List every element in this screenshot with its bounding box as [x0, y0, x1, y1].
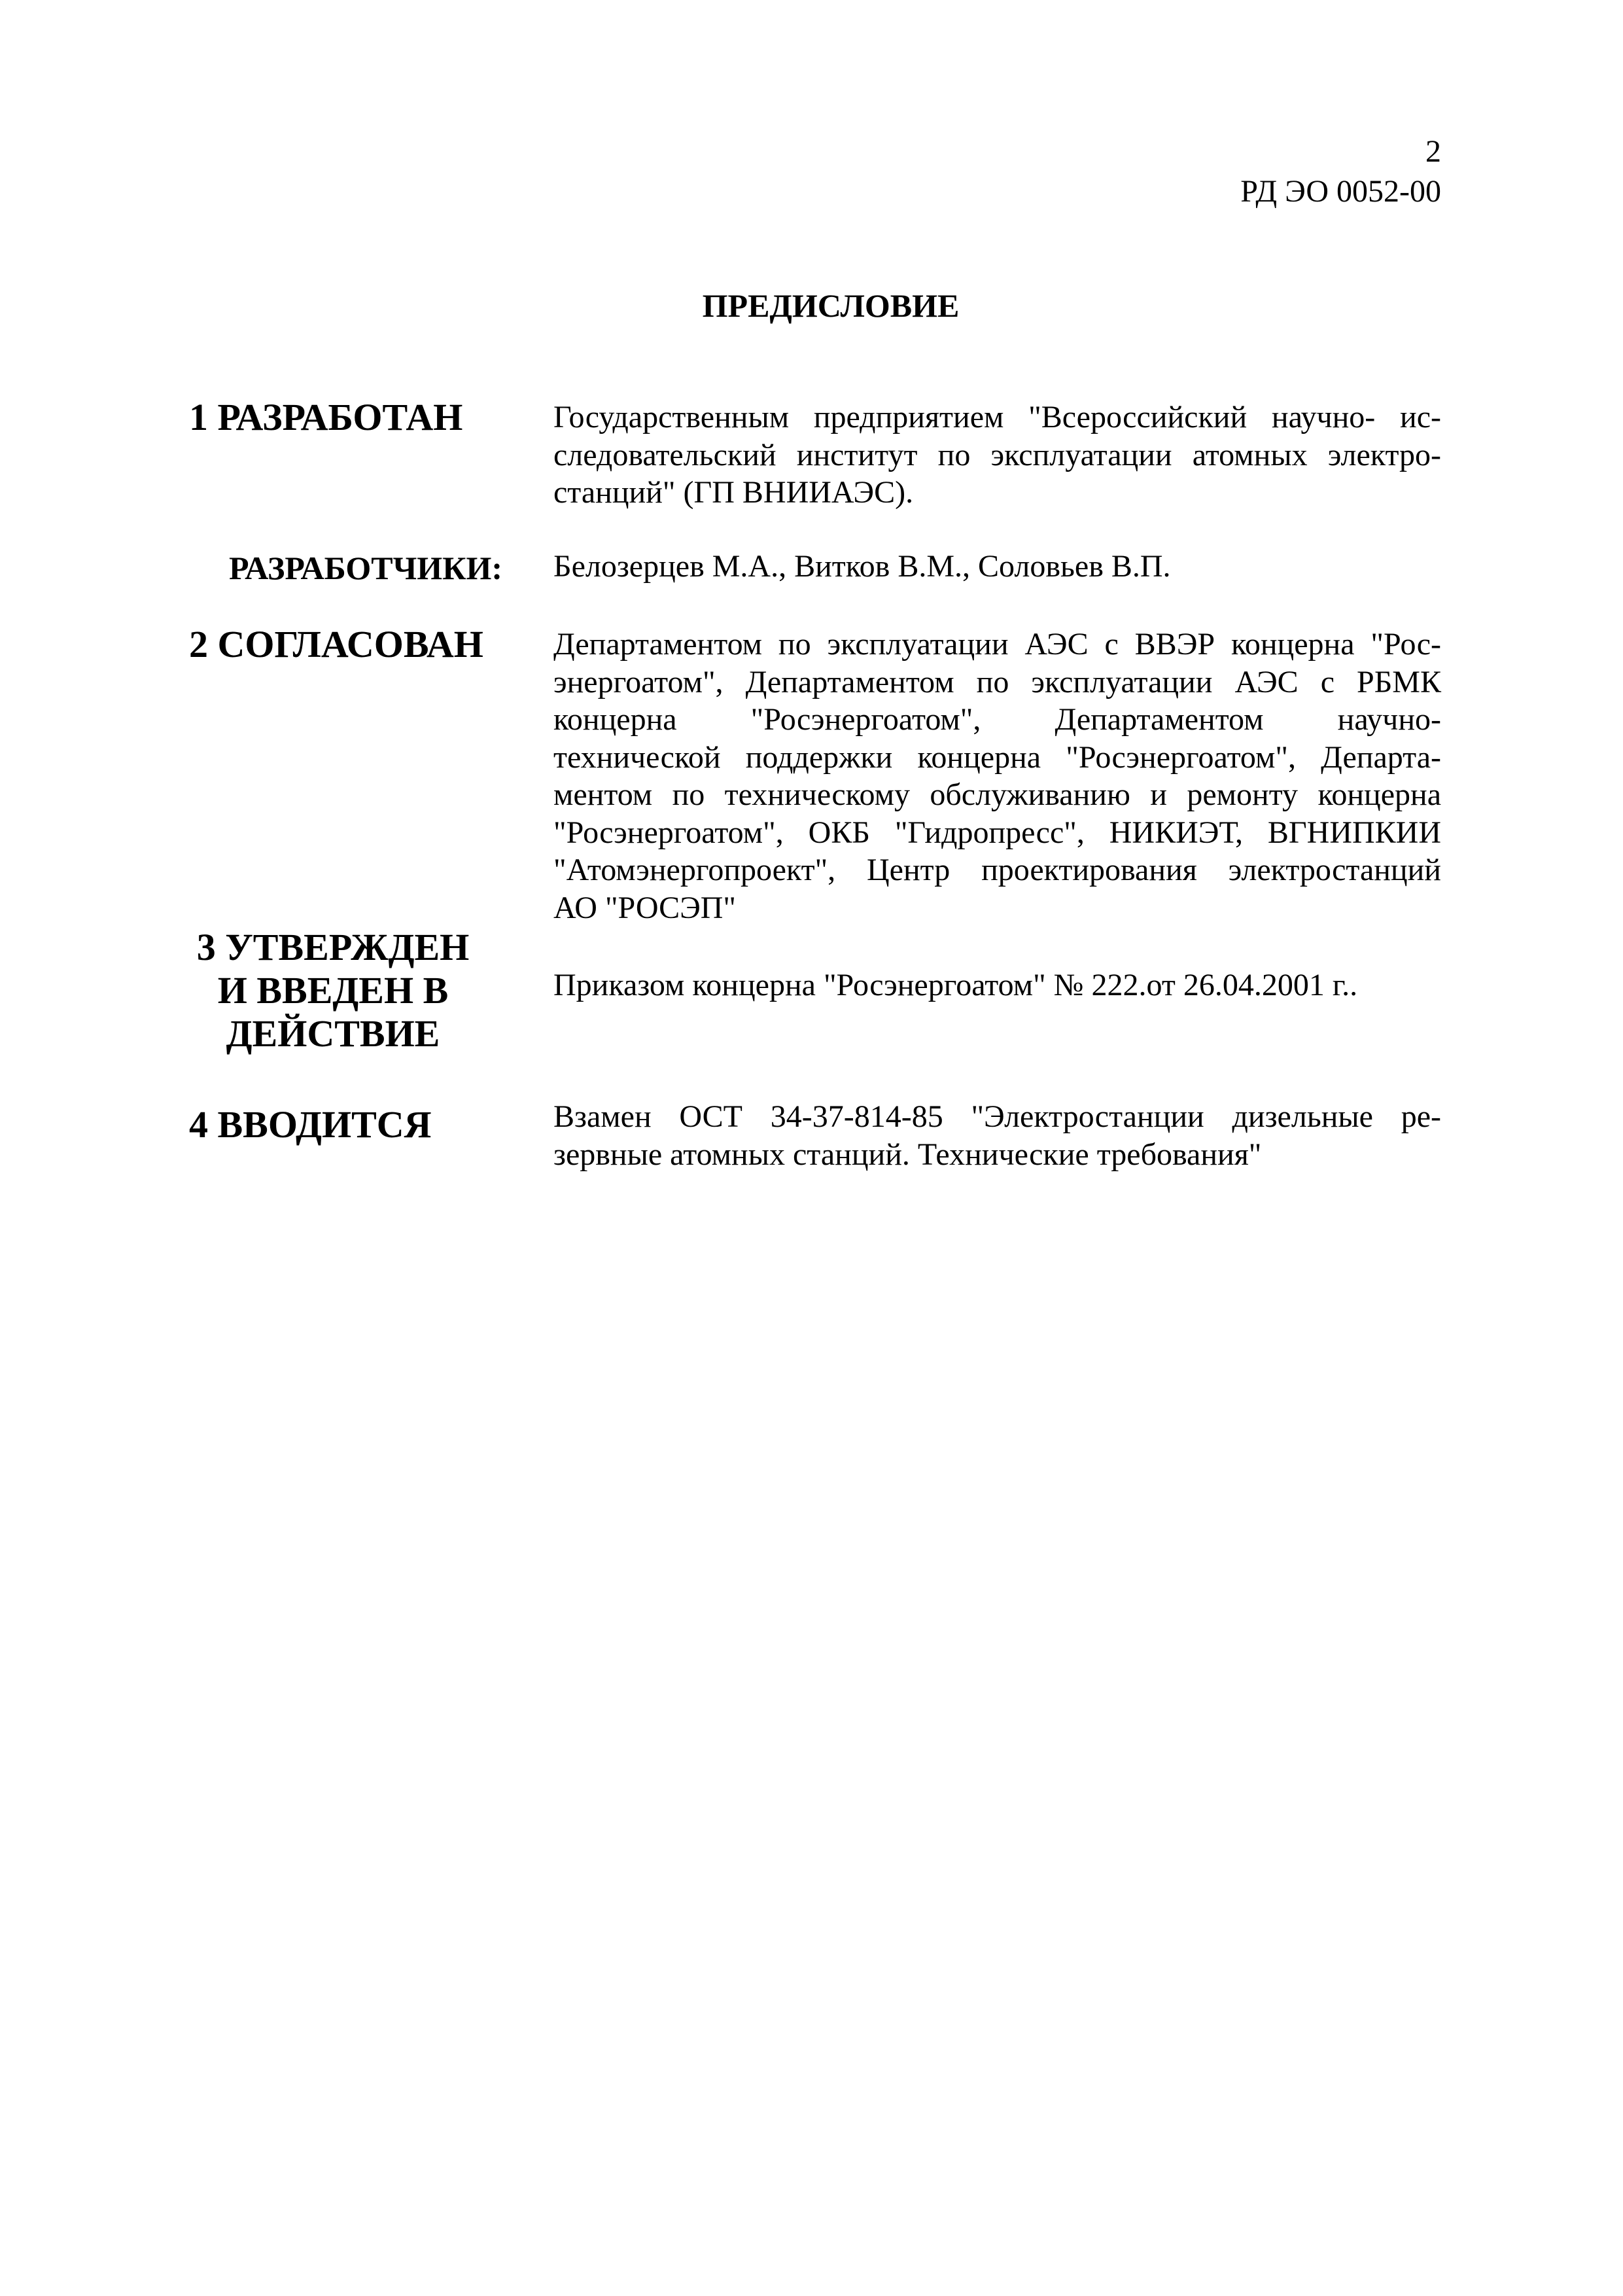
text-line: зервные атомных станций. Технические требования"	[553, 1137, 1262, 1172]
document-code: РД ЭО 0052-00	[1240, 174, 1441, 209]
page-number: 2	[1425, 134, 1441, 169]
section-3-text	[553, 966, 1441, 1004]
text-line: Департаментом по эксплуатации АЭС с ВВЭР концерна "Рос-	[553, 627, 1441, 662]
text-line: "Атомэнергопроект", Центр проектирования электростанций	[553, 853, 1441, 887]
text-line: станций" (ГП ВНИИАЭС).	[553, 475, 914, 510]
section-4-text	[553, 1098, 1441, 1173]
section-4-label: 4 ВВОДИТСЯ	[189, 1103, 432, 1146]
page-title: ПРЕДИСЛОВИЕ	[702, 287, 960, 324]
text-line: АО "РОСЭП"	[553, 890, 737, 925]
text-line: "Росэнергоатом", ОКБ "Гидропресс", НИКИЭТ, ВГНИПКИИ	[553, 815, 1441, 850]
section-2-label: 2 СОГЛАСОВАН	[189, 623, 483, 665]
text-line: Приказом концерна "Росэнергоатом" № 222.от 26.04.2001 г..	[553, 968, 1358, 1002]
section-1-text	[553, 398, 1441, 512]
text-line: Государственным предприятием "Всероссийский научно- ис-	[553, 400, 1441, 434]
text-line: следовательский институт по эксплуатации атомных электро-	[553, 437, 1441, 472]
section-1-label: 1 РАЗРАБОТАН	[189, 396, 463, 438]
section-3-label	[189, 926, 477, 1055]
label-line: И ВВЕДЕН В	[217, 969, 449, 1012]
text-line: Взамен ОСТ 34-37-814-85 "Электростанции дизельные ре-	[553, 1099, 1441, 1134]
text-line: технической поддержки концерна "Росэнергоатом", Департа-	[553, 739, 1441, 775]
label-line: 3 УТВЕРЖДЕН	[196, 926, 470, 968]
text-line: ментом по техническому обслуживанию и ремонту концерна	[553, 777, 1441, 812]
text-line: концерна "Росэнергоатом", Департаментом научно-	[553, 702, 1441, 737]
text-line: Белозерцев М.А., Витков В.М., Соловьев В.П.	[553, 549, 1171, 584]
label-line: ДЕЙСТВИЕ	[226, 1012, 440, 1055]
text-line: энергоатом", Департаментом по эксплуатации АЭС с РБМК	[553, 664, 1441, 699]
section-2-text	[553, 626, 1441, 927]
developers-text	[553, 548, 1441, 586]
developers-label: РАЗРАБОТЧИКИ:	[229, 550, 502, 586]
